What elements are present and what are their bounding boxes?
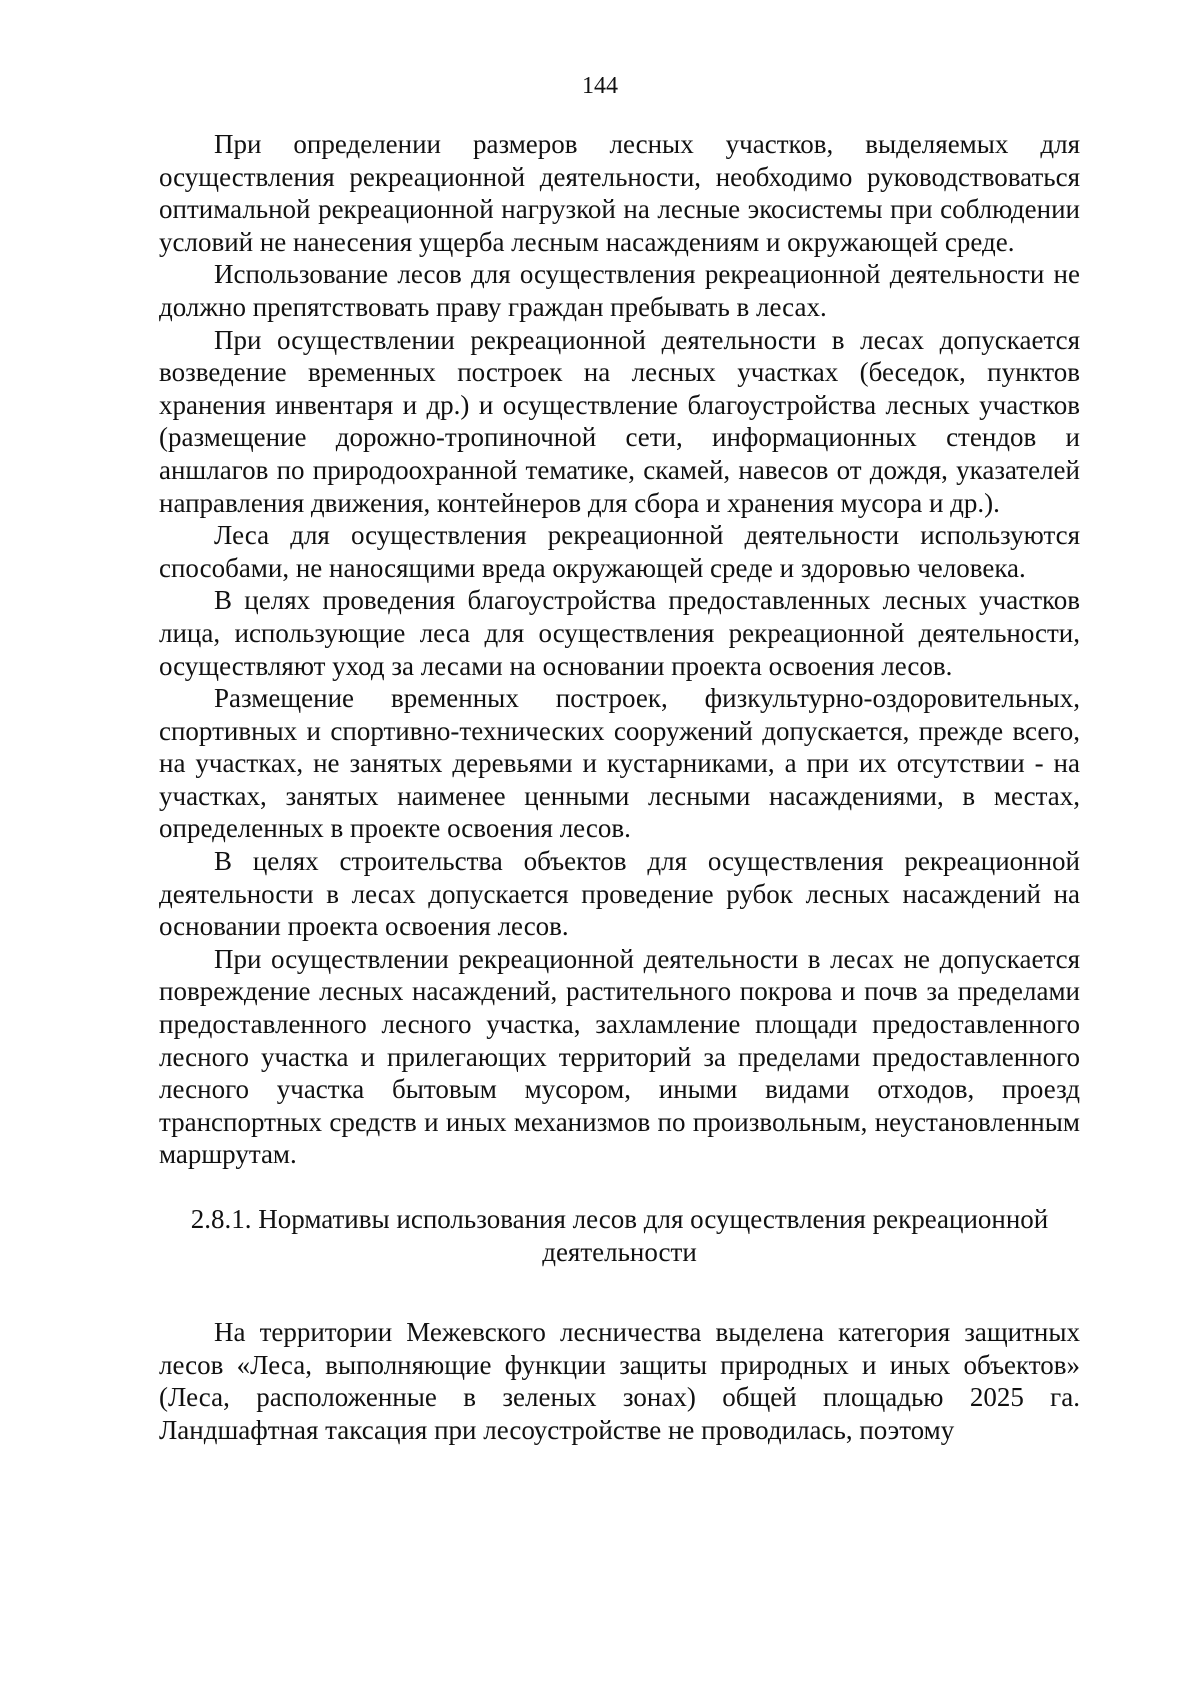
paragraph: Леса для осуществления рекреационной деятельности используются способами, не наносящими вреда окружающей среде и здоровью человека. <box>159 520 1080 583</box>
paragraph: Использование лесов для осуществления рекреационной деятельности не должно препятствовать праву граждан пребывать в лесах. <box>159 259 1080 322</box>
paragraph: На территории Межевского лесничества выделена категория защитных лесов «Леса, выполняющие функции защиты природных и иных объектов» (Леса, расположенные в зеленых зонах) общей площадью 2025 га. Ландшафтная таксация при лесоустройстве не проводилась, поэтому <box>159 1317 1080 1445</box>
section-heading: 2.8.1. Нормативы использования лесов для осуществления рекреационной деятельности <box>190 1204 1049 1267</box>
page-number: 144 <box>582 73 618 99</box>
paragraph: При определении размеров лесных участков, выделяемых для осуществления рекреационной деятельности, необходимо руководствоваться оптимальной рекреационной нагрузкой на лесные экосистемы при соблюдении условий не нанесения ущерба лесным насаждениям и окружающей среде. <box>159 129 1080 257</box>
paragraph: При осуществлении рекреационной деятельности в лесах допускается возведение временных построек на лесных участках (беседок, пунктов хранения инвентаря и др.) и осуществление благоустройства лесных участков (размещение дорожно-тропиночной сети, информационных стендов и аншлагов по природоохранной тематике, скамей, навесов от дождя, указателей направления движения, контейнеров для сбора и хранения мусора и др.). <box>159 324 1080 518</box>
document-body <box>159 128 1080 1447</box>
paragraph: Размещение временных построек, физкультурно-оздоровительных, спортивных и спортивно-технических сооружений допускается, прежде всего, на участках, не занятых деревьями и кустарниками, а при их отсутствии - на участках, занятых наименее ценными лесными насаждениями, в местах, определенных в проекте освоения лесов. <box>159 683 1080 844</box>
paragraph: В целях проведения благоустройства предоставленных лесных участков лица, использующие леса для осуществления рекреационной деятельности, осуществляют уход за лесами на основании проекта освоения лесов. <box>159 585 1080 681</box>
paragraph: При осуществлении рекреационной деятельности в лесах не допускается повреждение лесных насаждений, растительного покрова и почв за пределами предоставленного лесного участка, захламление площади предоставленного лесного участка и прилегающих территорий за пределами предоставленного лесного участка бытовым мусором, иными видами отходов, проезд транспортных средств и иных механизмов по произвольным, неустановленным маршрутам. <box>159 943 1080 1170</box>
paragraph: В целях строительства объектов для осуществления рекреационной деятельности в лесах допускается проведение рубок лесных насаждений на основании проекта освоения лесов. <box>159 846 1080 942</box>
